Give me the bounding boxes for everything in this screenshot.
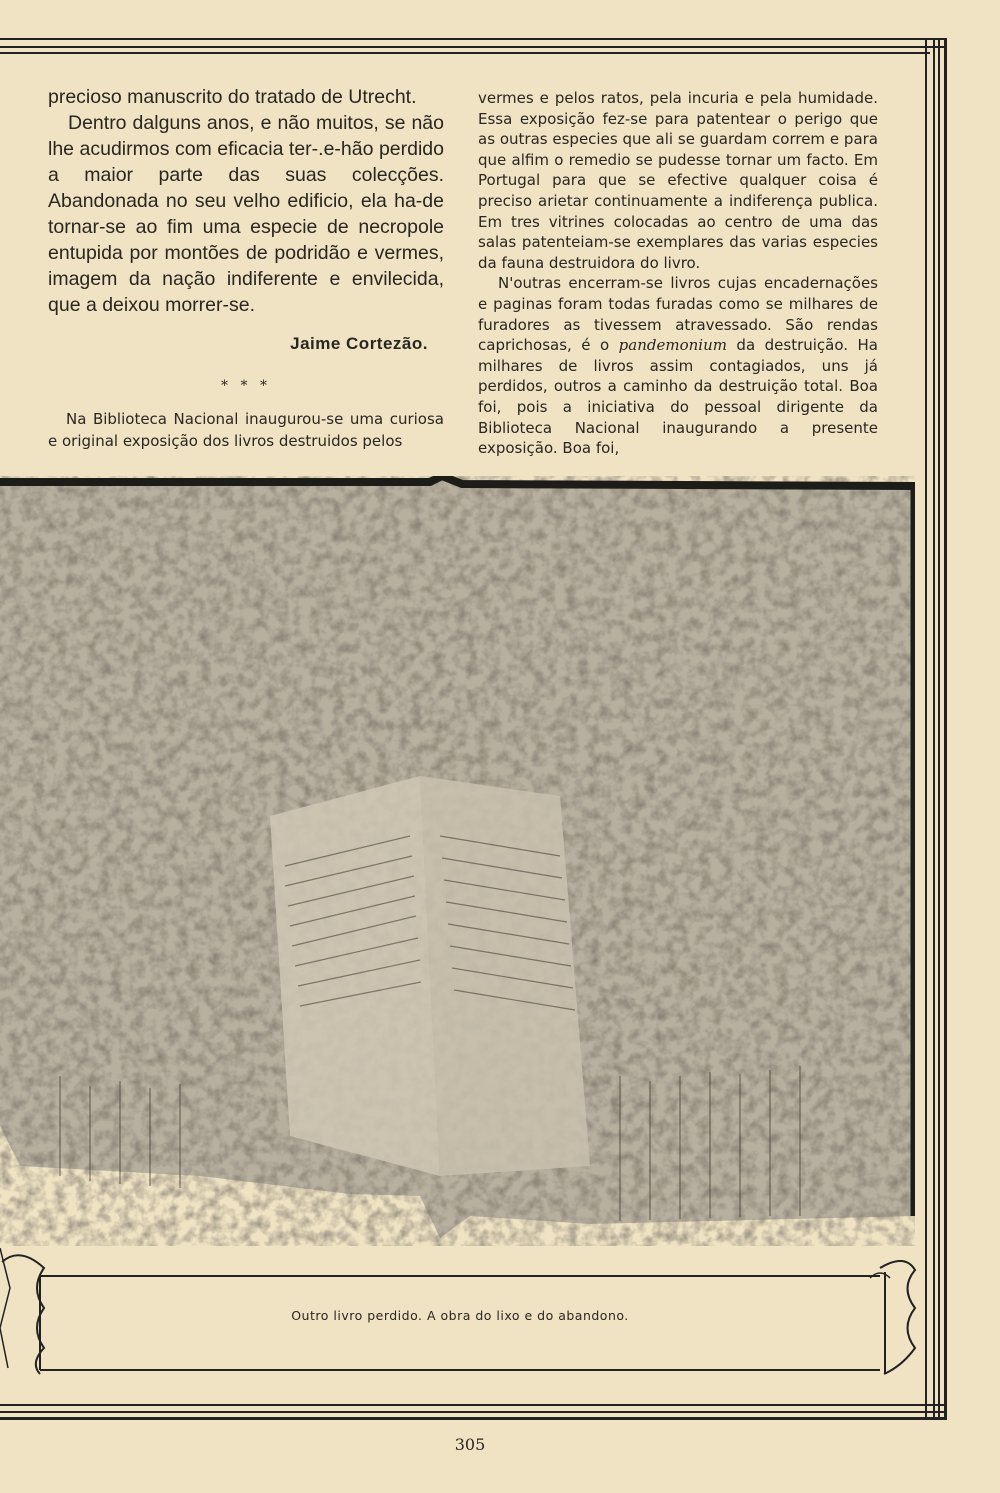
right-paragraph-1: vermes e pelos ratos, pela incuria e pela humidade. Essa exposição fez-se para patentear o perigo que as outras especies que ali se guardam correm e para que alfim o remedio se pudesse tornar um facto. Em Portugal para que se efective qualquer coisa é preciso arietar continuamente a indiferença publica. Em tres vitrines colocadas ao centro de uma das salas patenteiam-se exemplares das varias especies da fauna destruidora do livro. [478, 89, 878, 272]
left-line-1: precioso manuscrito do tratado de Utrecht. [48, 86, 417, 108]
right-paragraph-2 [478, 273, 878, 458]
border-top-inner-rule [0, 52, 930, 54]
left-paragraph-1: Dentro dalguns anos, e não muitos, se não lhe acudirmos com eficacia ter-.e-hão perdido a maior parte das suas colecções. Abandonada no seu velho edificio, ela ha-de tornar-se ao fim uma especie de necropole entupida por montões de podridão e vermes, imagem da nação indiferente e envilecida, que a deixou morrer-se. [48, 112, 444, 316]
photo-caption: Outro livro perdido. A obra do lixo e do abandono. [291, 1308, 629, 1323]
border-top-rule [0, 38, 945, 48]
left-paragraph-2: Na Biblioteca Nacional inaugurou-se uma curiosa e original exposição dos livros destruidos pelos [48, 410, 444, 450]
page-number: 305 [454, 1435, 486, 1454]
right-paragraph-2-start: N'outras encerram-se livros cujas encadernações e paginas foram todas furadas como se milhares de furadores as tivessem atravessado. São rendas caprichosas, é o [478, 274, 878, 355]
right-paragraph-2-end: da destruição. Ha milhares de livros assim contagiados, uns já perdidos, outros a caminho da destruição total. Boa foi, pois a iniciativa do pessoal dirigente da Biblioteca Nacional inaugurando a presente exposição. Boa foi, [478, 336, 878, 458]
border-bottom-rule [0, 1404, 947, 1420]
left-column [48, 84, 444, 452]
right-column [478, 88, 878, 459]
author-signature: Jaime Cortezão. [290, 334, 428, 353]
exposed-page-left [270, 776, 440, 1176]
destroyed-book-photo [0, 476, 915, 1246]
border-right-rule [925, 38, 947, 1420]
section-separator: * * * [221, 378, 271, 394]
pandemonium-italic: pandemonium [618, 336, 727, 355]
